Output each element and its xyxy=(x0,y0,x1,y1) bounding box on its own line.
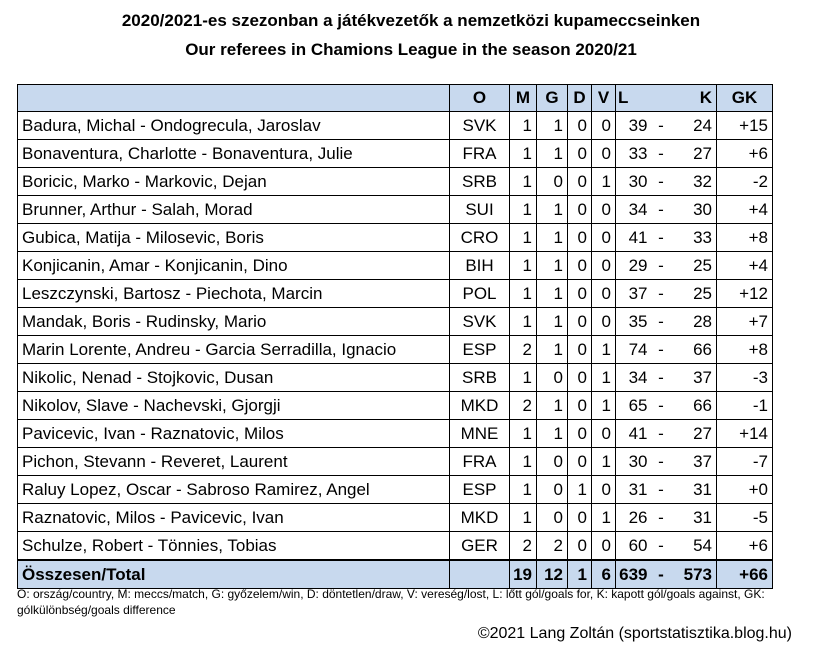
cell-country: MKD xyxy=(450,504,510,532)
cell-losses: 1 xyxy=(592,392,616,420)
cell-goals-against: 27 xyxy=(671,140,717,168)
cell-goal-diff: +15 xyxy=(717,112,773,140)
cell-losses: 1 xyxy=(592,364,616,392)
cell-matches: 1 xyxy=(510,280,537,308)
total-label: Összesen/Total xyxy=(18,560,450,589)
cell-goals-for: 30 xyxy=(616,448,652,476)
cell-goal-diff: -3 xyxy=(717,364,773,392)
cell-goals-against: 54 xyxy=(671,532,717,561)
cell-referee-name: Pichon, Stevann - Reveret, Laurent xyxy=(18,448,450,476)
legend: O: ország/country, M: meccs/match, G: győzelem/win, D: döntetlen/draw, V: vereség/lost, L: lőtt gól/goals for, K: kapott gól/goals against, GK: gólkülönbség/goals difference xyxy=(17,587,765,617)
cell-country: POL xyxy=(450,280,510,308)
header-losses: V xyxy=(592,85,616,112)
cell-goals-for: 30 xyxy=(616,168,652,196)
cell-wins: 1 xyxy=(537,336,568,364)
table-row xyxy=(18,504,773,532)
cell-goal-diff: +4 xyxy=(717,196,773,224)
cell-matches: 1 xyxy=(510,196,537,224)
cell-goal-diff: +8 xyxy=(717,224,773,252)
cell-draws: 0 xyxy=(568,112,592,140)
cell-matches: 1 xyxy=(510,448,537,476)
cell-sep: - xyxy=(652,336,671,364)
cell-losses: 0 xyxy=(592,532,616,561)
cell-losses: 1 xyxy=(592,504,616,532)
cell-draws: 0 xyxy=(568,224,592,252)
cell-referee-name: Badura, Michal - Ondogrecula, Jaroslav xyxy=(18,112,450,140)
cell-goals-for: 74 xyxy=(616,336,652,364)
cell-draws: 1 xyxy=(568,476,592,504)
cell-sep: - xyxy=(652,168,671,196)
cell-country: GER xyxy=(450,532,510,561)
cell-goal-diff: +0 xyxy=(717,476,773,504)
header-sep xyxy=(652,85,671,112)
cell-sep: - xyxy=(652,504,671,532)
header-wins: G xyxy=(537,85,568,112)
cell-goals-for: 33 xyxy=(616,140,652,168)
cell-sep: - xyxy=(652,364,671,392)
cell-matches: 2 xyxy=(510,532,537,561)
cell-wins: 0 xyxy=(537,476,568,504)
cell-sep: - xyxy=(652,140,671,168)
cell-country: SVK xyxy=(450,112,510,140)
cell-country: SRB xyxy=(450,364,510,392)
table-row xyxy=(18,364,773,392)
header-matches: M xyxy=(510,85,537,112)
table-row xyxy=(18,196,773,224)
cell-goals-against: 37 xyxy=(671,448,717,476)
referee-table xyxy=(17,84,773,589)
cell-losses: 1 xyxy=(592,168,616,196)
cell-matches: 1 xyxy=(510,112,537,140)
table-header-row xyxy=(18,85,773,112)
cell-matches: 1 xyxy=(510,224,537,252)
cell-goals-for: 41 xyxy=(616,420,652,448)
cell-referee-name: Gubica, Matija - Milosevic, Boris xyxy=(18,224,450,252)
cell-referee-name: Bonaventura, Charlotte - Bonaventura, Julie xyxy=(18,140,450,168)
total-wins: 12 xyxy=(537,560,568,589)
cell-country: ESP xyxy=(450,476,510,504)
cell-goals-against: 32 xyxy=(671,168,717,196)
cell-goals-against: 31 xyxy=(671,476,717,504)
cell-wins: 1 xyxy=(537,308,568,336)
total-losses: 6 xyxy=(592,560,616,589)
total-country xyxy=(450,560,510,589)
table-row xyxy=(18,280,773,308)
cell-draws: 0 xyxy=(568,336,592,364)
cell-sep: - xyxy=(652,392,671,420)
cell-referee-name: Konjicanin, Amar - Konjicanin, Dino xyxy=(18,252,450,280)
cell-draws: 0 xyxy=(568,532,592,561)
cell-country: FRA xyxy=(450,448,510,476)
cell-wins: 1 xyxy=(537,420,568,448)
cell-wins: 1 xyxy=(537,392,568,420)
cell-referee-name: Boricic, Marko - Markovic, Dejan xyxy=(18,168,450,196)
cell-goals-for: 41 xyxy=(616,224,652,252)
cell-sep: - xyxy=(652,448,671,476)
cell-wins: 0 xyxy=(537,504,568,532)
cell-losses: 1 xyxy=(592,448,616,476)
cell-goal-diff: -2 xyxy=(717,168,773,196)
cell-country: BIH xyxy=(450,252,510,280)
table-row xyxy=(18,308,773,336)
cell-country: FRA xyxy=(450,140,510,168)
cell-wins: 0 xyxy=(537,448,568,476)
cell-goals-against: 66 xyxy=(671,336,717,364)
cell-goal-diff: +6 xyxy=(717,532,773,561)
cell-losses: 0 xyxy=(592,308,616,336)
cell-goal-diff: -1 xyxy=(717,392,773,420)
table-row xyxy=(18,532,773,561)
cell-goal-diff: -5 xyxy=(717,504,773,532)
cell-goals-against: 24 xyxy=(671,112,717,140)
table-row xyxy=(18,336,773,364)
total-goals-against: 573 xyxy=(671,560,717,589)
cell-draws: 0 xyxy=(568,308,592,336)
cell-goal-diff: +4 xyxy=(717,252,773,280)
cell-country: SRB xyxy=(450,168,510,196)
cell-matches: 1 xyxy=(510,168,537,196)
cell-draws: 0 xyxy=(568,252,592,280)
cell-goals-for: 65 xyxy=(616,392,652,420)
cell-losses: 0 xyxy=(592,280,616,308)
cell-wins: 0 xyxy=(537,168,568,196)
cell-goal-diff: +7 xyxy=(717,308,773,336)
cell-matches: 1 xyxy=(510,252,537,280)
total-goals-for: 639 xyxy=(616,560,652,589)
cell-sep: - xyxy=(652,476,671,504)
cell-losses: 0 xyxy=(592,224,616,252)
cell-goal-diff: +6 xyxy=(717,140,773,168)
title-line-2: Our referees in Chamions League in the season 2020/21 xyxy=(185,40,637,59)
cell-country: SVK xyxy=(450,308,510,336)
total-matches: 19 xyxy=(510,560,537,589)
cell-draws: 0 xyxy=(568,392,592,420)
cell-goal-diff: +12 xyxy=(717,280,773,308)
cell-goals-for: 34 xyxy=(616,364,652,392)
cell-referee-name: Mandak, Boris - Rudinsky, Mario xyxy=(18,308,450,336)
cell-matches: 2 xyxy=(510,336,537,364)
cell-referee-name: Nikolov, Slave - Nachevski, Gjorgji xyxy=(18,392,450,420)
cell-goal-diff: +8 xyxy=(717,336,773,364)
table-row xyxy=(18,168,773,196)
cell-wins: 0 xyxy=(537,364,568,392)
cell-referee-name: Pavicevic, Ivan - Raznatovic, Milos xyxy=(18,420,450,448)
cell-goals-against: 66 xyxy=(671,392,717,420)
cell-goals-against: 25 xyxy=(671,280,717,308)
total-row xyxy=(18,560,773,589)
cell-goals-for: 60 xyxy=(616,532,652,561)
cell-matches: 1 xyxy=(510,420,537,448)
cell-referee-name: Nikolic, Nenad - Stojkovic, Dusan xyxy=(18,364,450,392)
cell-draws: 0 xyxy=(568,280,592,308)
cell-losses: 1 xyxy=(592,336,616,364)
header-draws: D xyxy=(568,85,592,112)
cell-matches: 2 xyxy=(510,392,537,420)
cell-referee-name: Marin Lorente, Andreu - Garcia Serradilla, Ignacio xyxy=(18,336,450,364)
cell-wins: 1 xyxy=(537,140,568,168)
cell-draws: 0 xyxy=(568,504,592,532)
cell-draws: 0 xyxy=(568,196,592,224)
cell-goals-against: 33 xyxy=(671,224,717,252)
cell-draws: 0 xyxy=(568,364,592,392)
table-row xyxy=(18,224,773,252)
cell-sep: - xyxy=(652,280,671,308)
cell-losses: 0 xyxy=(592,140,616,168)
cell-goals-for: 34 xyxy=(616,196,652,224)
cell-sep: - xyxy=(652,308,671,336)
total-sep: - xyxy=(652,560,671,589)
cell-goals-against: 25 xyxy=(671,252,717,280)
table-row xyxy=(18,448,773,476)
cell-goals-for: 26 xyxy=(616,504,652,532)
copyright: ©2021 Lang Zoltán (sportstatisztika.blog.hu) xyxy=(477,625,792,642)
total-draws: 1 xyxy=(568,560,592,589)
title-line-1: 2020/2021-es szezonban a játékvezetők a nemzetközi kupameccseinken xyxy=(121,11,701,30)
cell-goal-diff: -7 xyxy=(717,448,773,476)
table-row xyxy=(18,392,773,420)
cell-sep: - xyxy=(652,112,671,140)
cell-sep: - xyxy=(652,420,671,448)
cell-wins: 1 xyxy=(537,224,568,252)
cell-draws: 0 xyxy=(568,168,592,196)
cell-losses: 0 xyxy=(592,196,616,224)
table-row xyxy=(18,252,773,280)
cell-goals-for: 35 xyxy=(616,308,652,336)
table-row xyxy=(18,112,773,140)
cell-goals-for: 37 xyxy=(616,280,652,308)
cell-country: ESP xyxy=(450,336,510,364)
total-goal-diff: +66 xyxy=(717,560,773,589)
cell-draws: 0 xyxy=(568,448,592,476)
header-goals-against: K xyxy=(671,85,717,112)
cell-goals-for: 39 xyxy=(616,112,652,140)
cell-sep: - xyxy=(652,532,671,561)
header-name xyxy=(18,85,450,112)
cell-goals-against: 30 xyxy=(671,196,717,224)
cell-losses: 0 xyxy=(592,420,616,448)
cell-matches: 1 xyxy=(510,140,537,168)
cell-referee-name: Brunner, Arthur - Salah, Morad xyxy=(18,196,450,224)
cell-wins: 2 xyxy=(537,532,568,561)
cell-matches: 1 xyxy=(510,308,537,336)
cell-draws: 0 xyxy=(568,140,592,168)
cell-matches: 1 xyxy=(510,364,537,392)
table-row xyxy=(18,476,773,504)
cell-losses: 0 xyxy=(592,476,616,504)
cell-wins: 1 xyxy=(537,196,568,224)
cell-country: MKD xyxy=(450,392,510,420)
cell-goals-against: 28 xyxy=(671,308,717,336)
cell-goals-against: 27 xyxy=(671,420,717,448)
cell-referee-name: Leszczynski, Bartosz - Piechota, Marcin xyxy=(18,280,450,308)
cell-matches: 1 xyxy=(510,476,537,504)
cell-wins: 1 xyxy=(537,112,568,140)
header-goals-for: L xyxy=(616,85,652,112)
cell-goals-against: 37 xyxy=(671,364,717,392)
cell-referee-name: Schulze, Robert - Tönnies, Tobias xyxy=(18,532,450,561)
cell-country: MNE xyxy=(450,420,510,448)
cell-wins: 1 xyxy=(537,252,568,280)
cell-sep: - xyxy=(652,224,671,252)
cell-draws: 0 xyxy=(568,420,592,448)
cell-losses: 0 xyxy=(592,112,616,140)
header-goal-diff: GK xyxy=(717,85,773,112)
cell-matches: 1 xyxy=(510,504,537,532)
cell-goals-for: 29 xyxy=(616,252,652,280)
cell-sep: - xyxy=(652,252,671,280)
cell-goals-for: 31 xyxy=(616,476,652,504)
cell-losses: 0 xyxy=(592,252,616,280)
cell-referee-name: Raluy Lopez, Oscar - Sabroso Ramirez, Angel xyxy=(18,476,450,504)
cell-referee-name: Raznatovic, Milos - Pavicevic, Ivan xyxy=(18,504,450,532)
cell-country: SUI xyxy=(450,196,510,224)
header-country: O xyxy=(450,85,510,112)
cell-wins: 1 xyxy=(537,280,568,308)
cell-goals-against: 31 xyxy=(671,504,717,532)
cell-sep: - xyxy=(652,196,671,224)
cell-country: CRO xyxy=(450,224,510,252)
table-row xyxy=(18,140,773,168)
table-row xyxy=(18,420,773,448)
cell-goal-diff: +14 xyxy=(717,420,773,448)
